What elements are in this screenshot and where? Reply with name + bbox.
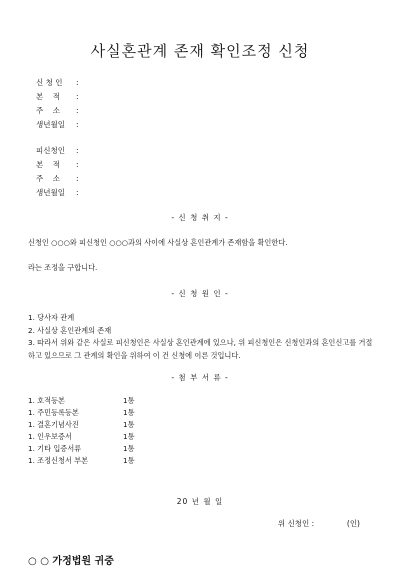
respondent-row [36,158,84,172]
respondent-row [36,172,84,186]
court-addressee: ○ ○ 가정법원 귀중 [28,556,114,567]
attachments-heading: - 첨 부 서 류 - [171,373,229,382]
signature-label: 위 신청인 : [277,519,315,528]
attachment-count: 1통 [123,408,135,417]
colon: : [76,92,79,101]
attachment-count: 1통 [123,396,135,405]
attachment-count: 1통 [123,420,135,429]
applicant-row [36,104,84,118]
attachments-list [28,395,135,467]
reason-heading: - 신 청 원 인 - [171,289,229,298]
list-item [28,407,135,419]
reason-list [28,312,378,362]
colon: : [76,78,79,87]
respondent-name-label: 피신청인 [36,146,65,155]
colon: : [76,120,79,129]
filing-date: 20 년 월 일 [176,497,224,506]
list-item [28,419,135,431]
respondent-domicile-label: 본 적 [36,160,61,169]
list-item [28,431,135,443]
colon: : [76,146,79,155]
purpose-text: 신청인 ○○○와 피신청인 ○○○과의 사이에 사실상 혼인관계가 존재함을 확인한다. [28,238,288,247]
colon: : [76,106,79,115]
attachment-name: 1. 인우보증서 [28,432,72,441]
respondent-row [36,144,84,158]
colon: : [76,188,79,197]
attachment-name: 1. 주민등록등본 [28,408,79,417]
attachment-count: 1통 [123,432,135,441]
document-title: 사실혼관계 존재 확인조정 신청 [90,42,310,60]
applicant-address-label: 주 소 [36,106,61,115]
attachment-count: 1통 [123,456,135,465]
list-item [28,395,135,407]
colon: : [76,160,79,169]
applicant-block [36,76,84,132]
applicant-birthdate-label: 생년월일 [36,120,65,129]
respondent-row [36,186,84,200]
attachment-name: 1. 조정신청서 부본 [28,456,89,465]
list-item [28,443,135,455]
seal-mark: (인) [346,519,360,528]
respondent-birthdate-label: 생년월일 [36,188,65,197]
applicant-row [36,118,84,132]
list-item: 2. 사실상 혼인관계의 존재 [28,325,112,335]
attachment-name: 1. 결혼기념사진 [28,420,79,429]
applicant-domicile-label: 본 적 [36,92,61,101]
list-item: 3. 따라서 위와 같은 사실로 피신청인은 사실상 혼인관계에 있으나, 위 피신청인은 신청인과의 혼인신고를 거절하고 있으므로 그 관계의 확인을 위하여 이 건 신청에 이른 것입니다. [28,338,373,360]
applicant-name-label: 신 청 인 [36,78,63,87]
applicant-row [36,90,84,104]
respondent-address-label: 주 소 [36,174,61,183]
attachment-name: 1. 호적등본 [28,396,65,405]
respondent-block [36,144,84,200]
attachment-count: 1통 [123,444,135,453]
list-item: 1. 당사자 관계 [28,313,75,322]
colon: : [76,174,79,183]
attachment-name: 1. 기타 입증서류 [28,444,82,453]
applicant-row [36,76,84,90]
purpose-closing: 라는 조정을 구합니다. [28,263,98,272]
list-item [28,455,135,467]
signature-line [278,518,360,529]
purpose-heading: - 신 청 취 지 - [171,213,229,222]
